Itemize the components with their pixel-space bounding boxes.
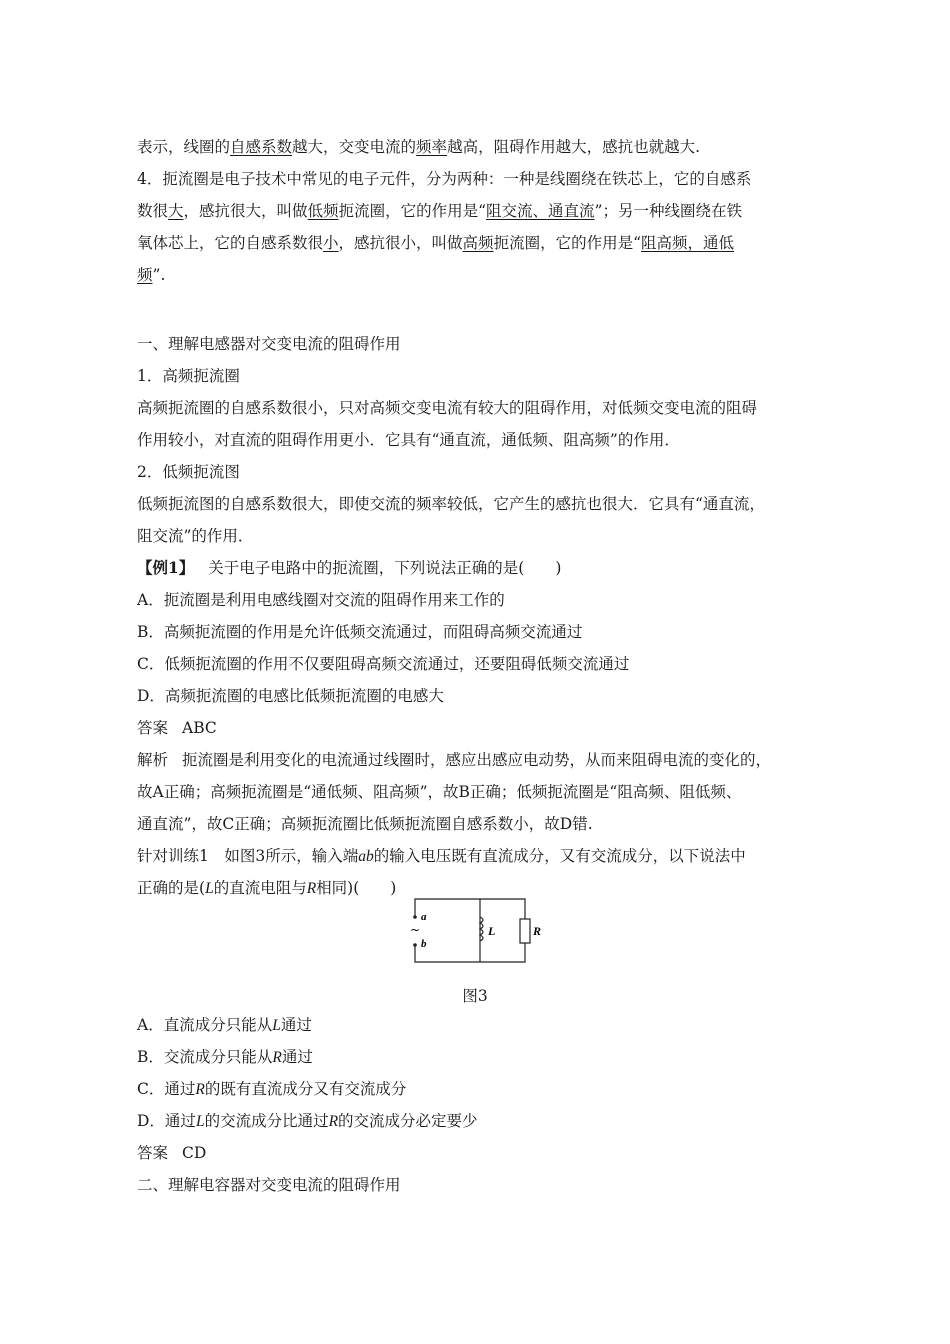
text: 通过 [281, 1048, 313, 1066]
text: 的交流成分必定要少 [338, 1112, 478, 1130]
figure-caption: 图3 [462, 987, 488, 1005]
option-a: A．扼流圈是利用电感线圈对交流的阻碍作用来工作的 [137, 591, 505, 609]
intro-line-2: 4．扼流圈是电子技术中常见的电子元件，分为两种：一种是线圈绕在铁芯上，它的自感系 [137, 170, 752, 188]
paragraph-line: 低频扼流图的自感系数很大，即使交流的频率较低，它产生的感抗也很大．它具有“通直流， [137, 495, 765, 513]
text: B．交流成分只能从 [137, 1048, 273, 1066]
var-L: L [205, 880, 214, 897]
text: 的既有直流成分又有交流成分 [204, 1080, 407, 1098]
var-R: R [272, 1049, 282, 1066]
text: 通过 [280, 1016, 312, 1034]
text: D．通过 [137, 1112, 196, 1130]
answer-line [137, 718, 217, 738]
circuit-diagram [405, 895, 545, 970]
text: 扼流圈，它的作用是“ [493, 234, 641, 252]
intro-line-3 [137, 201, 742, 221]
answer-label: 答案 [137, 1144, 169, 1162]
paragraph-line: 阻交流”的作用． [137, 527, 254, 545]
analysis-label: 解析 [137, 751, 169, 769]
option-d [137, 1111, 478, 1132]
option-c: C．低频扼流圈的作用不仅要阻碍高频交流通过，还要阻碍低频交流通过 [137, 655, 630, 673]
text: 越大，交变电流的 [292, 138, 417, 156]
analysis-text: 扼流圈是利用变化的电流通过线圈时，感应出感应电动势，从而来阻碍电流的变化的， [182, 751, 772, 769]
fill-answer: 大 [168, 202, 184, 220]
subheading-1: 1．高频扼流圈 [137, 367, 240, 385]
ac-source-symbol: ~ [410, 923, 421, 937]
option-c [137, 1079, 406, 1100]
option-a [137, 1015, 312, 1036]
text: ，感抗很小，叫做 [338, 234, 463, 252]
label-a: a [421, 911, 427, 923]
intro-line-1 [137, 137, 700, 157]
var-ab: ab [358, 848, 374, 865]
text: 越高，阻碍作用越大，感抗也就越大. [447, 138, 700, 156]
terminal-a [413, 915, 417, 919]
section-title-2: 二、理解电容器对交变电流的阻碍作用 [137, 1176, 401, 1194]
intro-line-5 [137, 265, 165, 285]
fill-answer: 低频 [307, 202, 339, 220]
text: ”；另一种线圈绕在铁 [594, 202, 742, 220]
label-R: R [533, 924, 542, 938]
text: 相同)( ) [316, 879, 397, 897]
fill-answer: 小 [323, 234, 339, 252]
fill-answer: 阻高频，通低 [641, 234, 735, 252]
paragraph-line: 作用较小，对直流的阻碍作用更小．它具有“通直流，通低频、阻高频”的作用． [137, 431, 680, 449]
text: A．直流成分只能从 [137, 1016, 273, 1034]
var-L: L [272, 1017, 281, 1034]
analysis-line: 通直流”，故C正确；高频扼流圈比低频扼流圈自感系数小，故D错. [137, 815, 593, 833]
answer-value: ABC [182, 719, 217, 737]
text: 正确的是( [137, 879, 206, 897]
text: ”. [152, 266, 166, 284]
text: 的交流成分比通过 [204, 1112, 329, 1130]
text: ，感抗很大，叫做 [183, 202, 308, 220]
label-b: b [421, 938, 427, 950]
fill-answer: 频率 [416, 138, 448, 156]
option-d: D．高频扼流圈的电感比低频扼流圈的电感大 [137, 687, 444, 705]
example-tag: 【例1】 [137, 558, 195, 577]
var-R: R [195, 1081, 205, 1098]
analysis-line [137, 750, 771, 770]
fill-answer: 自感系数 [230, 138, 293, 156]
text: 针对训练1 如图3所示，输入端 [137, 847, 359, 865]
label-L: L [488, 924, 496, 938]
question-text: 关于电子电路中的扼流圈，下列说法正确的是( ) [208, 559, 562, 577]
option-b: B．高频扼流圈的作用是允许低频交流通过，而阻碍高频交流通过 [137, 623, 583, 641]
example-question [137, 558, 561, 578]
text: 扼流圈，它的作用是“ [338, 202, 486, 220]
text: 的输入电压既有直流成分，又有交流成分，以下说法中 [373, 847, 746, 865]
text: C．通过 [137, 1080, 196, 1098]
training-question [137, 846, 746, 867]
var-R: R [328, 1113, 339, 1130]
fill-answer: 高频 [462, 234, 494, 252]
section-title-1: 一、理解电感器对交变电流的阻碍作用 [137, 335, 401, 353]
terminal-b [413, 943, 417, 947]
text: 氧体芯上，它的自感系数很 [137, 234, 324, 252]
fill-answer: 频 [137, 266, 153, 284]
text: 表示，线圈的 [137, 138, 231, 156]
answer-line [137, 1143, 206, 1163]
var-L: L [195, 1113, 205, 1130]
training-question-2 [137, 878, 396, 899]
fill-answer: 阻交流、通直流 [486, 202, 595, 220]
answer-value: CD [182, 1144, 207, 1162]
answer-label: 答案 [137, 719, 169, 737]
option-b [137, 1047, 313, 1068]
subheading-2: 2．低频扼流图 [137, 463, 240, 481]
text: 的直流电阻与 [213, 879, 307, 897]
intro-line-4 [137, 233, 734, 253]
analysis-line: 故A正确；高频扼流圈是“通低频、阻高频”，故B正确；低频扼流圈是“阻高频、阻低频、 [137, 783, 742, 801]
text: 数很 [137, 202, 169, 220]
paragraph-line: 高频扼流圈的自感系数很小，只对高频交变电流有较大的阻碍作用，对低频交变电流的阻碍 [137, 399, 758, 417]
var-R: R [306, 880, 317, 897]
